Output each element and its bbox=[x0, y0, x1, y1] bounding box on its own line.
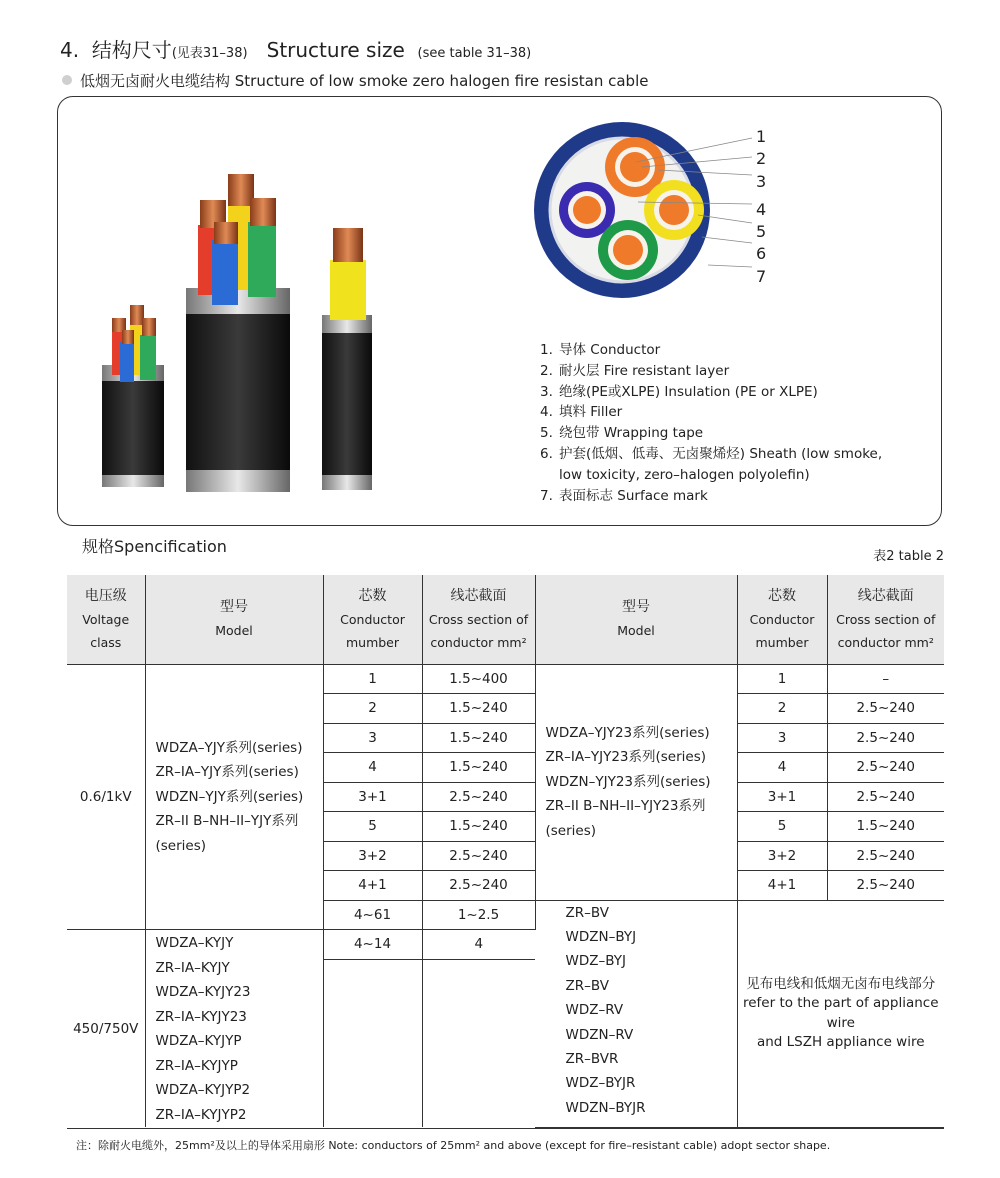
cores-cell-2: 3+1 bbox=[737, 782, 827, 812]
legend-item: 5. 绕包带 Wrapping tape bbox=[540, 425, 704, 442]
section-cell: 1.5~400 bbox=[422, 664, 535, 694]
footnote: 注：除耐火电缆外，25mm²及以上的导体采用扇形 Note: conductors of 25mm² and above (except for fire–resistant cable) adopt sector shape. bbox=[76, 1139, 831, 1152]
table-bottom-rule bbox=[67, 1128, 944, 1129]
header-section: 线芯截面 Cross section of conductor mm² bbox=[422, 575, 535, 664]
section-cell-2: 2.5~240 bbox=[827, 871, 944, 901]
cable-photo bbox=[90, 160, 390, 500]
see-appliance-wire-note: 见布电线和低烟无卤布电线部分 refer to the part of appliance wire and LSZH appliance wire bbox=[737, 900, 944, 1127]
voltage-cell: 450/750V bbox=[67, 930, 145, 1128]
cores-cell: 2 bbox=[323, 694, 422, 724]
heading-en-ref: (see table 31–38) bbox=[417, 46, 532, 61]
cores-cell: 3+2 bbox=[323, 841, 422, 871]
subheading-text: 低烟无卤耐火电缆结构 Structure of low smoke zero halogen fire resistan cable bbox=[80, 72, 649, 90]
legend-item: 6. 护套(低烟、低毒、无卤聚烯烃) Sheath (low smoke, bbox=[540, 445, 883, 462]
section-cell: 1.5~240 bbox=[422, 812, 535, 842]
diagram-number: 2 bbox=[756, 149, 767, 169]
single-core-cable-illustration bbox=[322, 228, 372, 490]
diagram-number: 5 bbox=[756, 222, 767, 242]
cores-cell: 4+1 bbox=[323, 871, 422, 901]
legend-item: 3. 绝缘(PE或XLPE) Insulation (PE or XLPE) bbox=[540, 383, 818, 400]
section-cell-2: 2.5~240 bbox=[827, 723, 944, 753]
small-cable-illustration bbox=[102, 305, 164, 487]
cores-cell: 4~61 bbox=[323, 900, 422, 930]
structure-legend bbox=[540, 340, 882, 506]
section-cell-2: 2.5~240 bbox=[827, 782, 944, 812]
cores-cell-2: 3 bbox=[737, 723, 827, 753]
header-cores-2: 芯数 Conductor mumber bbox=[737, 575, 827, 664]
legend-item: 2. 耐火层 Fire resistant layer bbox=[540, 362, 730, 379]
section-cell-2: 2.5~240 bbox=[827, 753, 944, 783]
section-cell-2: – bbox=[827, 664, 944, 694]
header-model-2: 型号 Model bbox=[535, 575, 737, 664]
cores-cell-2: 1 bbox=[737, 664, 827, 694]
section-cell: 1~2.5 bbox=[422, 900, 535, 930]
control-cable-model-list: WDZA–KYJY ZR–IA–KYJY WDZA–KYJY23 ZR–IA–KYJY23 WDZA–KYJYP ZR–IA–KYJYP WDZA–KYJYP2 ZR–IA–KYJYP2 bbox=[145, 930, 323, 1128]
spec-table bbox=[67, 575, 944, 1128]
legend-item: 1. 导体 Conductor bbox=[540, 342, 661, 358]
bullet-dot-icon bbox=[62, 75, 72, 85]
header-model: 型号 Model bbox=[145, 575, 323, 664]
diagram-number: 6 bbox=[756, 244, 767, 264]
heading-cn: 结构尺寸 bbox=[91, 38, 172, 62]
cores-cell: 1 bbox=[323, 664, 422, 694]
header-section-2: 线芯截面 Cross section of conductor mm² bbox=[827, 575, 944, 664]
cross-section-diagram bbox=[530, 115, 790, 305]
cores-cell: 4 bbox=[323, 753, 422, 783]
heading-cn-ref: (见表31–38) bbox=[171, 46, 248, 61]
diagram-number-labels bbox=[756, 126, 766, 288]
diagram-number: 4 bbox=[756, 199, 767, 219]
appliance-wire-model-list: ZR–BV WDZN–BYJ WDZ–BYJ ZR–BV WDZ–RV WDZN–RV ZR–BVR WDZ–BYJR WDZN–BYJR bbox=[535, 900, 737, 1127]
section-cell: 2.5~240 bbox=[422, 782, 535, 812]
cores-cell-2: 4+1 bbox=[737, 871, 827, 901]
cores-cell: 3+1 bbox=[323, 782, 422, 812]
empty-cell bbox=[323, 959, 422, 1127]
large-cable-illustration bbox=[186, 174, 290, 492]
cores-cell-2: 2 bbox=[737, 694, 827, 724]
empty-cell bbox=[422, 959, 535, 1127]
cores-cell: 4~14 bbox=[323, 930, 422, 960]
section-cell: 2.5~240 bbox=[422, 841, 535, 871]
cores-cell-2: 3+2 bbox=[737, 841, 827, 871]
subheading bbox=[62, 70, 648, 91]
model-list-cell: WDZA–YJY系列(series) ZR–IA–YJY系列(series) WDZN–YJY系列(series) ZR–II B–NH–II–YJY系列 (series) bbox=[145, 664, 323, 930]
heading-number: 4. bbox=[60, 38, 80, 62]
section-cell: 4 bbox=[422, 930, 535, 960]
diagram-number: 7 bbox=[756, 266, 767, 286]
legend-item: 4. 填料 Filler bbox=[540, 404, 623, 421]
section-heading bbox=[60, 34, 531, 63]
cores-cell: 5 bbox=[323, 812, 422, 842]
legend-item-continuation: low toxicity, zero–halogen polyolefin) bbox=[559, 466, 810, 483]
spec-title: 规格Spencification bbox=[82, 537, 227, 556]
table-header-row bbox=[67, 575, 944, 664]
table-row bbox=[67, 664, 944, 694]
section-cell: 2.5~240 bbox=[422, 871, 535, 901]
section-cell-2: 2.5~240 bbox=[827, 841, 944, 871]
section-cell: 1.5~240 bbox=[422, 723, 535, 753]
voltage-cell: 0.6/1kV bbox=[67, 664, 145, 930]
cores-cell-2: 5 bbox=[737, 812, 827, 842]
legend-item: 7. 表面标志 Surface mark bbox=[540, 487, 708, 504]
model-list-cell-2: WDZA–YJY23系列(series) ZR–IA–YJY23系列(series) WDZN–YJY23系列(series) ZR–II B–NH–II–YJY23系列 (series) bbox=[535, 664, 737, 900]
cores-cell-2: 4 bbox=[737, 753, 827, 783]
cores-cell: 3 bbox=[323, 723, 422, 753]
table-label: 表2 table 2 bbox=[873, 549, 944, 564]
section-cell-2: 2.5~240 bbox=[827, 694, 944, 724]
diagram-number: 1 bbox=[756, 127, 767, 146]
section-cell: 1.5~240 bbox=[422, 694, 535, 724]
section-cell: 1.5~240 bbox=[422, 753, 535, 783]
heading-en: Structure size bbox=[266, 38, 405, 62]
diagram-number: 3 bbox=[756, 171, 767, 191]
header-cores: 芯数 Conductor mumber bbox=[323, 575, 422, 664]
section-cell-2: 1.5~240 bbox=[827, 812, 944, 842]
header-voltage: 电压级 Voltage class bbox=[67, 575, 145, 664]
